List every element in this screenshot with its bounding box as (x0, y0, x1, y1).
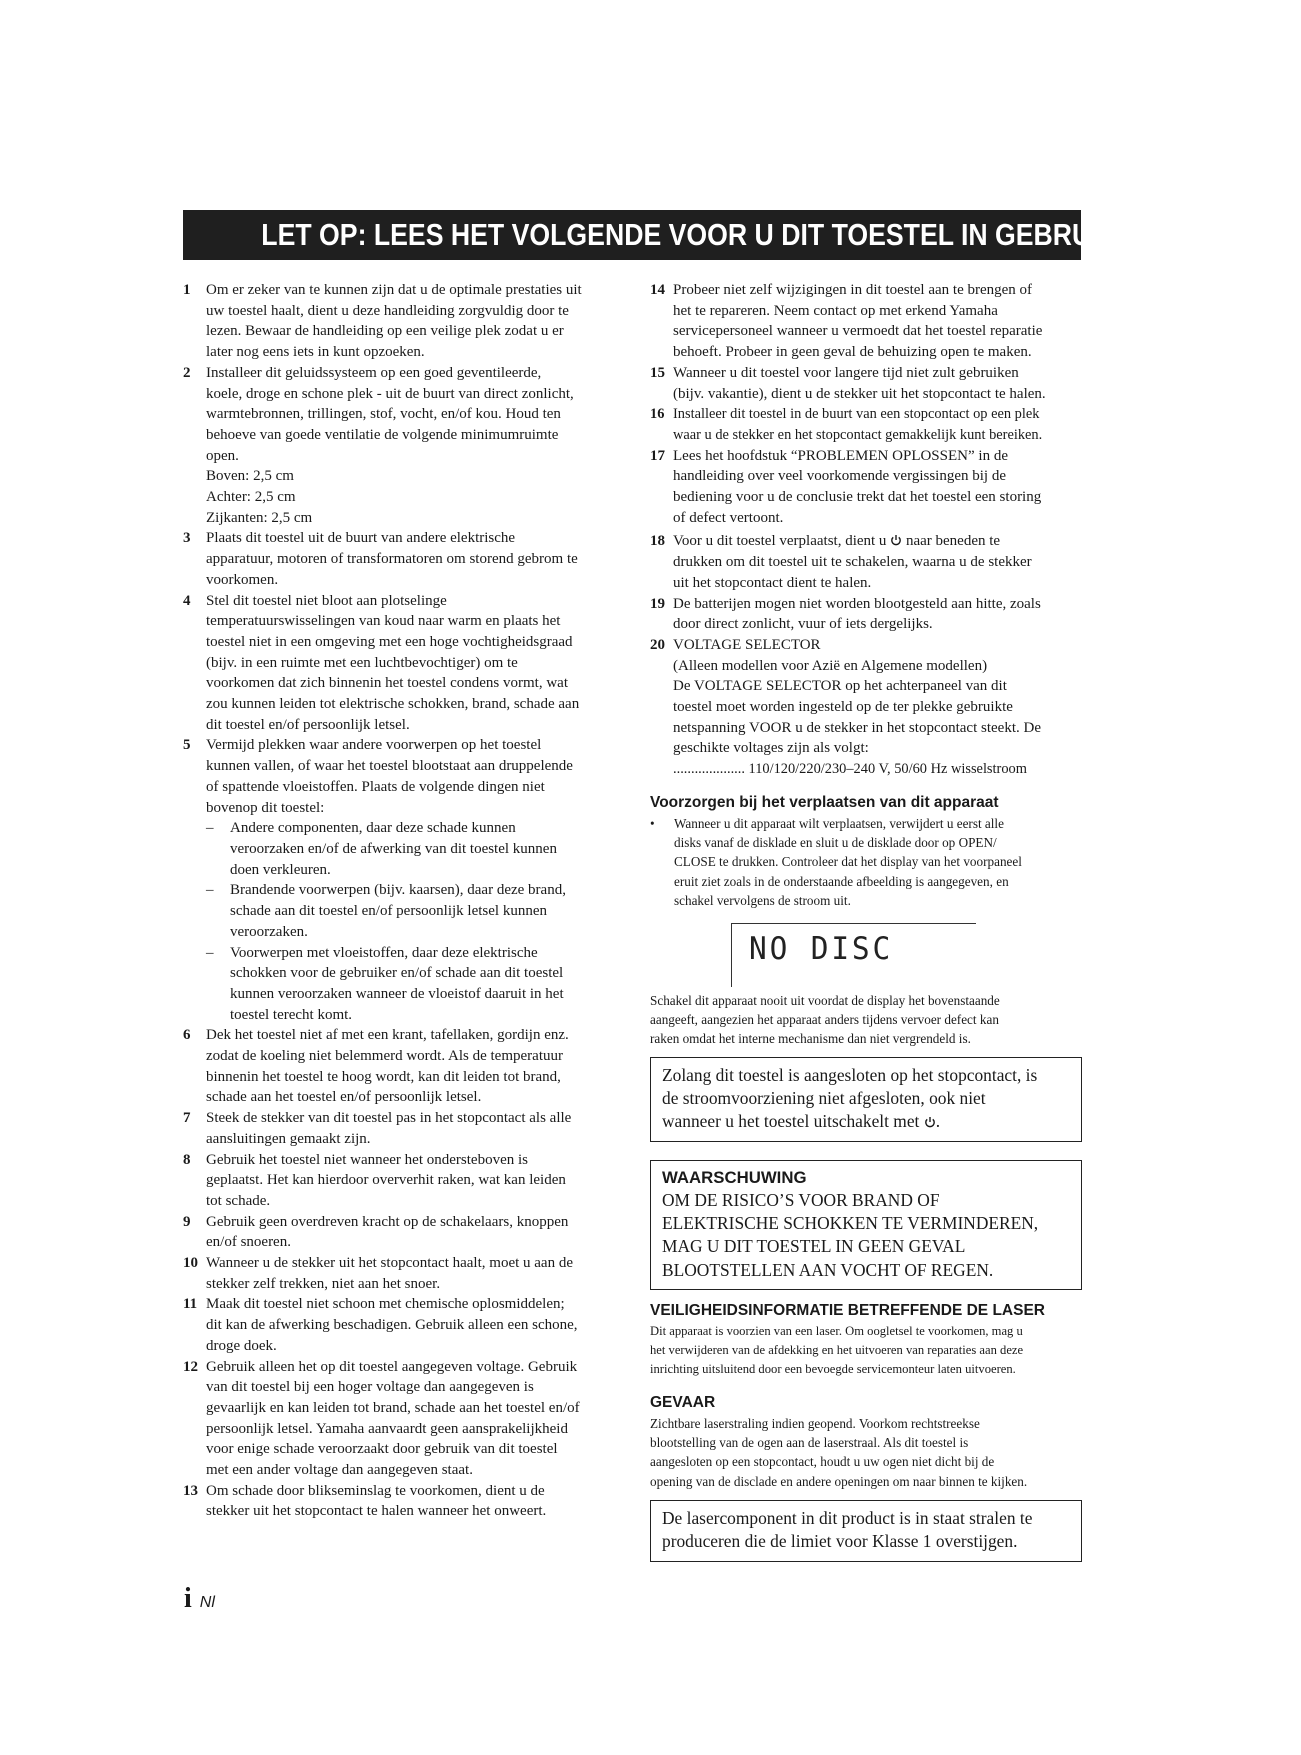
page-title: LET OP: LEES HET VOLGENDE VOOR U DIT TOESTEL IN GEBRUIK NEEMT. (261, 217, 1224, 252)
laser-safety-section: VEILIGHEIDSINFORMATIE BETREFFENDE DE LASER Dit apparaat is voorzien van een laser. Om oogletsel te voorkomen, mag u het verwijderen van de afdekking en het uitvoeren van reparaties aan deze inrichting uitsluitend door een bevoegde servicemonteur laten uitvoeren. (650, 1301, 1082, 1380)
instruction-item-3: 3 Plaats dit toestel uit de buurt van andere elektrische apparatuur, motoren of transformatoren om storend gebrom te voorkomen. (183, 530, 578, 588)
section-heading: GEVAAR (650, 1393, 716, 1411)
sub-item: – Brandende voorwerpen (bijv. kaarsen), daar deze brand, schade aan dit toestel en/of persoonlijk letsel kunnen veroorzaken. (206, 882, 566, 940)
instruction-item-7: 7 Steek de stekker van dit toestel pas in het stopcontact als alle aansluitingen gemaakt zijn. (183, 1110, 572, 1147)
instruction-item-4: 4 Stel dit toestel niet bloot aan plotselinge temperatuurswisselingen van koud naar warm en plaats het toestel niet in een omgeving met een hoge vochtigheidsgraad (bijv. in een ruimte met een luchtbevochtiger) om te voorkomen dat zich binnenin het toestel condens vormt, wat zou kunnen leiden tot elektrische schokken, brand, schade aan dit toestel en/of persoonlijk letsel. (183, 592, 580, 733)
laser-class-notice-box: De lasercomponent in dit product is in staat stralen te produceren die de limiet voor Klasse 1 overstijgen. (650, 1500, 1082, 1562)
section-heading: VEILIGHEIDSINFORMATIE BETREFFENDE DE LASER (650, 1301, 1045, 1319)
display-frame-left (731, 923, 732, 987)
danger-section: GEVAAR Zichtbare laserstraling indien geopend. Voorkom rechtstreekse blootstelling van de ogen aan de laserstraal. Als dit toestel is aangesloten op een stopcontact, houdt u uw ogen niet dicht bij de opening van de disclade en andere openingen om naar binnen te kijken. (650, 1393, 1082, 1491)
right-column (650, 280, 1082, 1562)
moving-precautions-section (650, 793, 1082, 1049)
power-standby-icon (924, 1116, 936, 1128)
instruction-item-9: 9 Gebruik geen overdreven kracht op de schakelaars, knoppen en/of snoeren. (183, 1213, 569, 1251)
instruction-item-1: 1 Om er zeker van te kunnen zijn dat u de optimale prestaties uit uw toestel haalt, dient u deze handleiding zorgvuldig door te lezen. Bewaar de handleiding op een veilige plek zodat u er later nog eens iets in kunt opzoeken. (183, 282, 582, 361)
instruction-item-5: 5 Vermijd plekken waar andere voorwerpen op het toestel kunnen vallen, of waar het toestel blootstaat aan druppelende of spattende vloeistoffen. Plaats de volgende dingen niet bovenop dit toestel: – Andere componenten, daar deze schade kunnen veroorzaken en/of de afwerking van dit toestel kunnen doen verkleuren. – Brandende voorwerpen (bijv. kaarsen), daar deze brand, schade aan dit toestel en/of persoonlijk letsel kunnen veroorzaken. – Voorwerpen met vloeistoffen, daar deze elektrische schokken voor de gebruiker en/of schade aan dit toestel kunnen veroorzaken wanneer de vloeistof daaruit in het toestel terecht komt. (183, 735, 615, 1025)
display-frame-top (731, 923, 976, 924)
instruction-item-6: 6 Dek het toestel niet af met een krant, tafellaken, gordijn enz. zodat de koeling niet belemmerd wordt. Als de temperatuur binnenin het toestel te hoog wordt, kan dit leiden tot brand, schade aan het toestel en/of persoonlijk letsel. (183, 1027, 569, 1106)
sub-item: – Andere componenten, daar deze schade kunnen veroorzaken en/of de afwerking van dit toestel kunnen doen verkleuren. (206, 820, 557, 878)
instruction-item-20: 20 VOLTAGE SELECTOR (Alleen modellen voor Azië en Algemene modellen) De VOLTAGE SELECTOR op het achterpaneel van dit toestel moet worden ingesteld op de ter plekke gebruikte netspanning VOOR u de stekker in het stopcontact steekt. De geschikte voltages zijn als volgt: .................... 110/120/220/230–240 V, 50/60 Hz wisselstroom (650, 636, 1041, 778)
warning-box: WAARSCHUWING OM DE RISICO’S VOOR BRAND OF ELEKTRISCHE SCHOKKEN TE VERMINDEREN, MAG U DIT TOESTEL IN GEEN GEVAL BLOOTSTELLEN AAN VOCHT OF REGEN. (650, 1160, 1082, 1290)
instruction-item-2: 2 Installeer dit geluidssysteem op een goed geventileerde, koele, droge en schone plek - uit de buurt van direct zonlicht, warmtebronnen, trillingen, stof, vocht, en/of kou. Houd ten behoeve van goede ventilatie de volgende minimumruimte open. Boven: 2,5 cm Achter: 2,5 cm Zijkanten: 2,5 cm (183, 364, 574, 526)
display-text: NO DISC (749, 930, 894, 967)
power-notice-box: Zolang dit toestel is aangesloten op het stopcontact, is de stroomvoorziening niet afgesloten, ook niet wanneer u het toestel uitschakelt met . (650, 1057, 1082, 1142)
bullet-item: • Wanneer u dit apparaat wilt verplaatsen, verwijdert u eerst alle disks vanaf de disklade en sluit u de disklade door op OPEN/ CLOSE te drukken. Controleer dat het display van het voorpaneel eruit ziet zoals in de onderstaande afbeelding is aangegeven, en schakel vervolgens de stroom uit. (650, 815, 1022, 909)
warning-title: WAARSCHUWING (662, 1167, 807, 1187)
sub-item: – Voorwerpen met vloeistoffen, daar deze elektrische schokken voor de gebruiker en/of schade aan dit toestel kunnen veroorzaken wanneer de vloeistof daaruit in het toestel terecht komt. (206, 944, 564, 1023)
instruction-item-18: 18 Voor u dit toestel verplaatst, dient u naar beneden te drukken om dit toestel uit te schakelen, waarna u de stekker uit het stopcontact dient te halen. (650, 533, 1032, 591)
instruction-item-15: 15 Wanneer u dit toestel voor langere tijd niet zult gebruiken (bijv. vakantie), dient u de stekker uit het stopcontact te halen. (650, 364, 1046, 402)
section-heading: Voorzorgen bij het verplaatsen van dit apparaat (650, 793, 999, 811)
page-number: i (184, 1583, 192, 1614)
language-code: Nl (199, 1594, 215, 1611)
page-footer (184, 1583, 215, 1615)
page-title-banner (183, 210, 1224, 260)
instruction-item-10: 10 Wanneer u de stekker uit het stopcontact haalt, moet u aan de stekker zelf trekken, niet aan het snoer. (183, 1255, 573, 1292)
instruction-item-19: 19 De batterijen mogen niet worden blootgesteld aan hitte, zoals door direct zonlicht, vuur of iets dergelijks. (650, 595, 1041, 633)
instruction-item-8: 8 Gebruik het toestel niet wanneer het ondersteboven is geplaatst. Het kan hierdoor oververhit raken, wat kan leiden tot schade. (183, 1151, 566, 1209)
instruction-item-16: 16 Installeer dit toestel in de buurt van een stopcontact op een plek waar u de stekker en het stopcontact gemakkelijk kunt bereiken. (650, 406, 1043, 443)
instruction-item-14: 14 Probeer niet zelf wijzigingen in dit toestel aan te brengen of het te repareren. Neem contact op met erkend Yamaha servicepersoneel wanneer u vermoedt dat het toestel reparatie behoeft. Probeer in geen geval de behuizing open te maken. (650, 282, 1043, 361)
instruction-item-12: 12 Gebruik alleen het op dit toestel aangegeven voltage. Gebruik van dit toestel bij een hoger voltage dan aangegeven is gevaarlijk en kan leiden tot brand, schade aan het toestel en/of persoonlijk letsel. Yamaha aanvaardt geen aansprakelijkheid voor enige schade veroorzaakt door gebruik van dit toestel met een ander voltage dan aangegeven staat. (183, 1358, 580, 1479)
left-column (183, 280, 615, 1522)
front-panel-display-illustration (731, 923, 976, 987)
after-display-note: Schakel dit apparaat nooit uit voordat de display het bovenstaande aangeeft, aangezien het apparaat anders tijdens vervoer defect kan raken omdat het interne mechanisme dan niet vergrendeld is. (650, 992, 1000, 1047)
instruction-item-13: 13 Om schade door blikseminslag te voorkomen, dient u de stekker uit het stopcontact te halen wanneer het onweert. (183, 1482, 547, 1520)
instruction-item-17: 17 Lees het hoofdstuk “PROBLEMEN OPLOSSEN” in de handleiding over veel voorkomende vergissingen bij de bediening voor u de conclusie trekt dat het toestel een storing of defect vertoont. (650, 447, 1042, 526)
instruction-item-11: 11 Maak dit toestel niet schoon met chemische oplosmiddelen; dit kan de afwerking beschadigen. Gebruik alleen een schone, droge doek. (183, 1296, 578, 1354)
power-standby-icon (890, 534, 902, 546)
